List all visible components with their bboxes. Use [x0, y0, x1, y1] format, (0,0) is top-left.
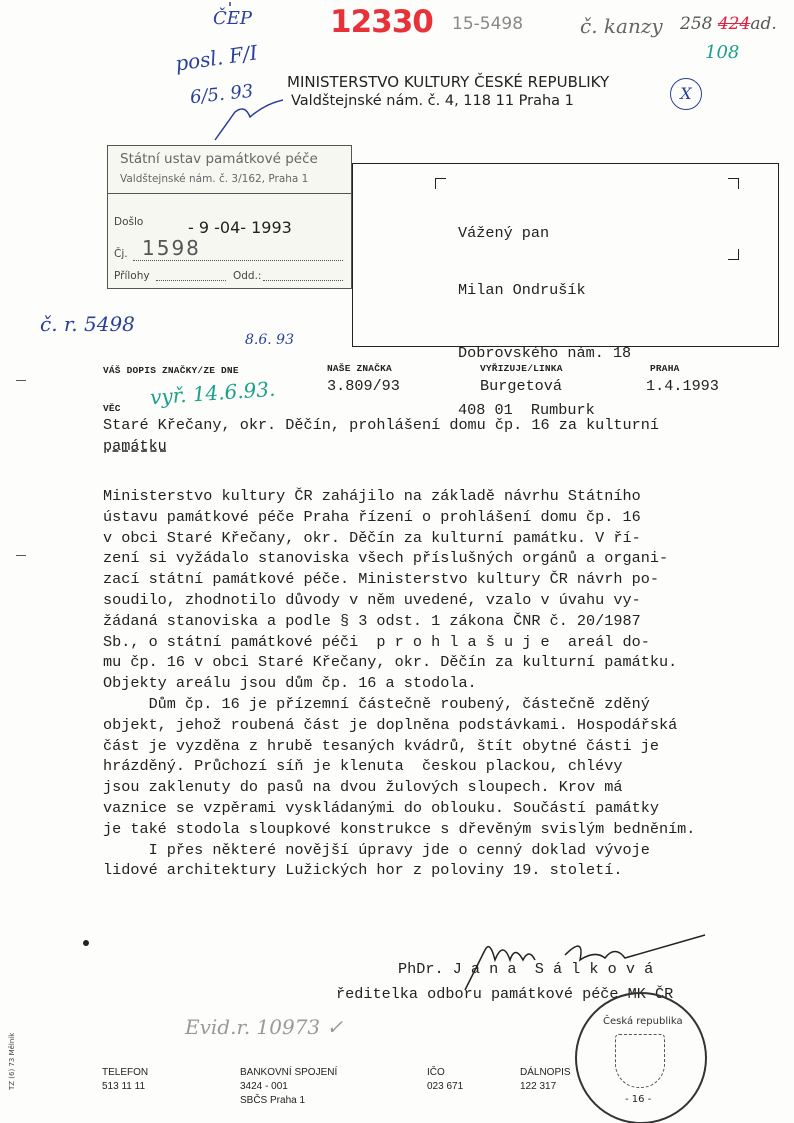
body-line: Dům čp. 16 je přízemní částečně roubený, částečně zděný [103, 695, 650, 713]
dalnopis-value: 122 317 [520, 1081, 557, 1092]
annotation-green-number: 108 [705, 42, 740, 63]
stamp-cj-number: 1598 [142, 236, 201, 260]
footer-dalnopis [520, 1066, 571, 1094]
body-line: objekt, jehož roubená část je doplněna podstávkami. Hospodářská [103, 715, 678, 734]
letterhead-address: Valdštejnské nám. č. 4, 118 11 Praha 1 [291, 93, 574, 109]
stamp-prilohy-label: Přílohy [114, 270, 150, 282]
bank-value: 3424 - 001 [240, 1081, 288, 1092]
body-line: vaznice se vzpěrami vyskládanými do oblouku. Součástí památky [103, 799, 659, 817]
body-line: soudilo, zhodnotilo důvody v něm uvedené, vzalo v úvahu vy- [103, 591, 641, 609]
bank-name: SBČS Praha 1 [240, 1095, 306, 1106]
kanzy-ad: ad. [750, 14, 777, 34]
body-line: žádaná stanoviska a podle § 3 odst. 1 zákona ČNR č. 20/1987 [103, 611, 641, 630]
telefon-value: 513 11 11 [102, 1081, 146, 1092]
recipient-line: Milan Ondrušík [458, 281, 586, 299]
nase-znacka: 3.809/93 [327, 377, 400, 395]
kanzy-num: 258 [680, 14, 713, 34]
telefon-label: TELEFON [102, 1067, 149, 1078]
ico-value: 023 671 [427, 1081, 464, 1092]
coat-of-arms-icon [615, 1034, 665, 1088]
body-line: zení si vyžádalo stanoviska všech příslušných orgánů a organi- [103, 549, 669, 568]
body-line: Objekty areálu jsou dům čp. 16 a stodola. [103, 674, 477, 693]
received-stamp [107, 145, 352, 289]
dalnopis-label: DÁLNOPIS [520, 1067, 571, 1078]
seal-text: Česká republika [603, 1016, 683, 1027]
stamp-cj-label: Čj. [114, 248, 128, 260]
body-line: jsou zaklenuty do pasů na dvou žulových sloupech. Krov má [103, 778, 623, 797]
recipient-line: Dobrovského nám. 18 [458, 344, 632, 362]
stamp-address: Valdštejnské nám. č. 3/162, Praha 1 [120, 173, 309, 185]
body-line: část je vyzděna z hrubě tesaných kvádrů, štít obytné části je [103, 736, 659, 755]
body-line: v obci Staré Křečany, okr. Děčín za kulturní památku. V ří- [103, 528, 641, 547]
body-line: zací státní památkové péče. Ministerstvo kultury ČR návrh po- [103, 570, 659, 589]
x-mark: X [670, 78, 702, 110]
print-mark: TZ (6) 73 Mělník [8, 1032, 16, 1090]
annotation-date: 6/5. 93 [189, 80, 255, 109]
annotation-vyr: vyř. 14.6.93. [149, 376, 277, 410]
recipient-line: 408 01 Rumburk [458, 401, 595, 419]
kanzy-struck: 424 [717, 14, 751, 34]
annotation-cr: č. r. 5498 [40, 312, 135, 336]
annotation-date2: 8.6. 93 [245, 332, 294, 348]
praha-label: PRAHA [650, 363, 680, 374]
vec-label: VĚC [103, 403, 121, 414]
vas-dopis-label: VÁŠ DOPIS ZNAČKY/ZE DNE [103, 365, 239, 376]
subject-line: Staré Křečany, okr. Děčín, prohlášení domu čp. 16 za kulturní [103, 416, 659, 434]
body-line: I přes některé novější úpravy jde o cenný doklad vývoje [103, 840, 650, 859]
recipient-line: Vážený pan [458, 224, 550, 242]
reference-number: 15-5498 [452, 14, 524, 34]
punch-dot [83, 940, 89, 946]
signatory-name: PhDr. J a n a S á l k o v á [398, 960, 654, 978]
stamp-org: Státní ustav památkové péče [120, 151, 318, 167]
vyrizuje: Burgetová [480, 377, 563, 395]
footer-ico [427, 1066, 463, 1094]
seal-number: - 16 - [625, 1094, 652, 1105]
annotation-posl: posl. F/I [173, 40, 260, 76]
body-line: je také stodola sloupkové konstrukce s dřevěným svislým bedněním. [103, 819, 696, 838]
annotation-kanzy-number [680, 14, 777, 34]
body-line: mu čp. 16 v obci Staré Křečany, okr. Děčín za kulturní památku. [103, 653, 678, 672]
ico-label: IČO [427, 1067, 445, 1078]
annotation-evid: Evid.r. 10973 ✓ [185, 1015, 344, 1039]
body-line: lidové architektury Lužických hor z poloviny 19. století. [103, 861, 623, 880]
stamp-odd-label: Odd.: [233, 270, 262, 282]
fold-mark [16, 555, 26, 556]
footer-telefon [102, 1066, 148, 1094]
stamp-doslo-date: - 9 -04- 1993 [188, 218, 292, 237]
letterhead-org: MINISTERSTVO KULTURY ČESKÉ REPUBLIKY [287, 73, 610, 91]
registration-number: 12330 [330, 4, 433, 40]
body-line: ústavu památkové péče Praha řízení o prohlášení domu čp. 16 [103, 507, 641, 526]
pen-stroke-icon [205, 0, 285, 145]
letter-date: 1.4.1993 [646, 377, 719, 395]
subject-line: památku [103, 437, 167, 455]
annotation-cep: ČEP [213, 8, 253, 29]
body-line: Sb., o státní památkové péči p r o h l a š u j e areál do- [103, 632, 650, 651]
vyrizuje-label: VYŘIZUJE/LINKA [480, 363, 563, 374]
nase-znacka-label: NAŠE ZNAČKA [327, 363, 392, 374]
body-line: Ministerstvo kultury ČR zahájilo na základě návrhu Státního [103, 487, 641, 505]
annotation-kanzy: č. kanzy [580, 14, 663, 38]
body-line: hrázděný. Průchozí síň je klenuta českou plackou, chlévy [103, 757, 623, 776]
fold-mark [16, 380, 26, 381]
official-seal [575, 992, 707, 1123]
signatory-title: ředitelka odboru památkové péče MK ČR [336, 985, 674, 1003]
stamp-doslo-label: Došlo [114, 216, 144, 228]
footer-bank [240, 1066, 337, 1108]
bank-label: BANKOVNÍ SPOJENÍ [240, 1067, 338, 1078]
